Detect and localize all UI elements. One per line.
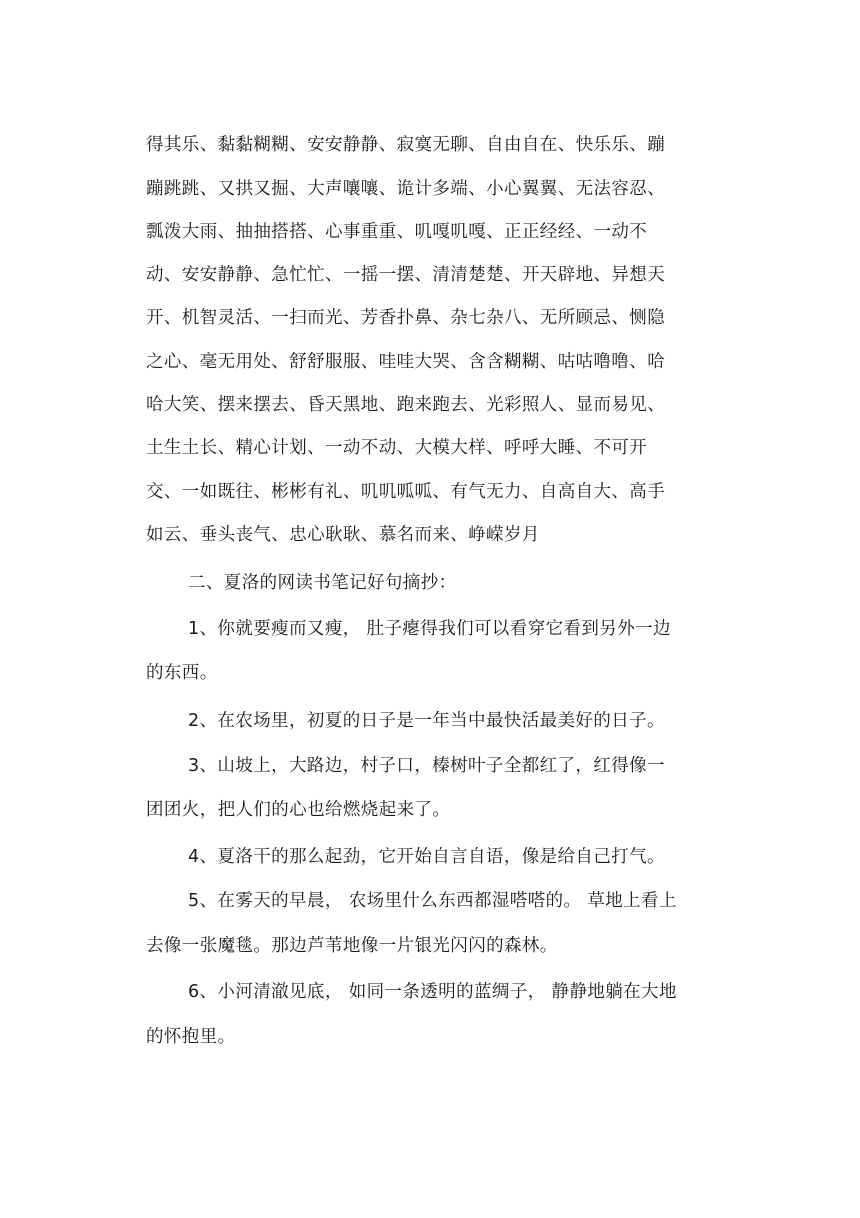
idioms-line: 开、机智灵活、一扫而光、芳香扑鼻、杂七杂八、无所顾忌、恻隐 <box>146 308 666 328</box>
quote-line: 3、山坡上，大路边，村子口，榛树叶子全都红了，红得像一 <box>188 756 665 776</box>
quote-line: 5、在雾天的早晨， 农场里什么东西都湿嗒嗒的。 草地上看上 <box>188 891 677 911</box>
section-heading: 二、夏洛的网读书笔记好句摘抄： <box>188 573 457 593</box>
quote-line: 6、小河清澈见底， 如同一条透明的蓝绸子， 静静地躺在大地 <box>188 982 677 1002</box>
quote-line: 团团火，把人们的心也给燃烧起来了。 <box>146 800 451 820</box>
idioms-line: 动、安安静静、急忙忙、一摇一摆、清清楚楚、开天辟地、异想天 <box>146 265 666 285</box>
idioms-line: 瓢泼大雨、抽抽搭搭、心事重重、叽嘎叽嘎、正正经经、一动不 <box>146 222 648 242</box>
idioms-line: 如云、垂头丧气、忠心耿耿、慕名而来、峥嵘岁月 <box>146 525 540 545</box>
idioms-line: 交、一如既往、彬彬有礼、叽叽呱呱、有气无力、自高自大、高手 <box>146 482 666 502</box>
idioms-line: 之心、毫无用处、舒舒服服、哇哇大哭、含含糊糊、咕咕噜噜、哈 <box>146 352 666 372</box>
quote-line: 4、夏洛干的那么起劲，它开始自言自语，像是给自己打气。 <box>188 847 665 867</box>
idioms-line: 哈大笑、摆来摆去、昏天黑地、跑来跑去、光彩照人、显而易见、 <box>146 395 666 415</box>
quote-line: 1、你就要瘦而又瘦， 肚子瘪得我们可以看穿它看到另外一边 <box>188 619 671 639</box>
quote-line: 的东西。 <box>146 663 218 683</box>
idioms-line: 蹦跳跳、又拱又掘、大声嚷嚷、诡计多端、小心翼翼、无法容忍、 <box>146 179 666 199</box>
quote-line: 2、在农场里，初夏的日子是一年当中最快活最美好的日子。 <box>188 711 665 731</box>
idioms-line: 土生土长、精心计划、一动不动、大模大样、呼呼大睡、不可开 <box>146 438 648 458</box>
idioms-line: 得其乐、黏黏糊糊、安安静静、寂寞无聊、自由自在、快乐乐、蹦 <box>146 135 666 155</box>
quote-line: 去像一张魔毯。那边芦苇地像一片银光闪闪的森林。 <box>146 936 558 956</box>
quote-line: 的怀抱里。 <box>146 1027 236 1047</box>
